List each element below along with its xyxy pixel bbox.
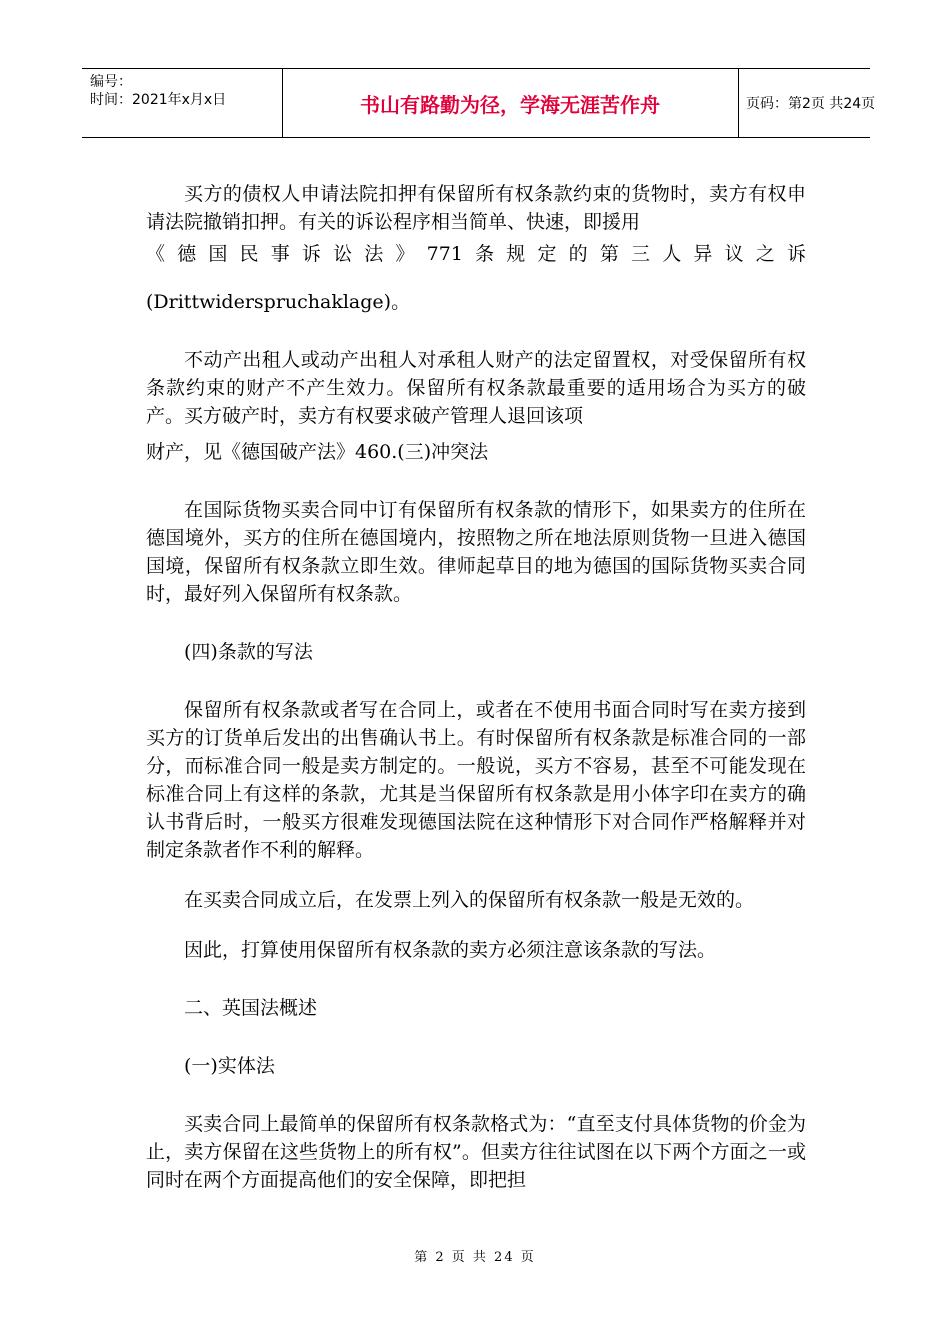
section-heading: (一)实体法 <box>184 1055 275 1077</box>
body-paragraph: 《德国民事诉讼法》771条规定的第三人异议之诉 <box>146 243 806 265</box>
document-number-label: 编号： <box>90 74 132 90</box>
body-paragraph: 买方的债权人申请法院扣押有保留所有权条款约束的货物时，卖方有权申请法院撤销扣押。有关的诉讼程序相当简单、快速，即援用 <box>146 183 806 233</box>
body-paragraph: 保留所有权条款或者写在合同上，或者在不使用书面合同时写在卖方接到买方的订货单后发出的出售确认书上。有时保留所有权条款是标准合同的一部分，而标准合同一般是卖方制定的。一般说，买方不容易，甚至不可能发现在标准合同上有这样的条款，尤其是当保留所有权条款是用小体字印在卖方的确认书背后时，一般买方很难发现德国法院在这种情形下对合同作严格解释并对制定条款者作不利的解释。 <box>146 699 806 861</box>
header-motto: 书山有路勤为径，学海无涯苦作舟 <box>282 69 739 137</box>
body-paragraph: 在国际货物买卖合同中订有保留所有权条款的情形下，如果卖方的住所在德国境外，买方的住所在德国境内，按照物之所在地法原则货物一旦进入德国国境，保留所有权条款立即生效。律师起草目的地为德国的国际货物买卖合同时，最好列入保留所有权条款。 <box>146 499 806 605</box>
body-paragraph: 财产，见《德国破产法》460.(三)冲突法 <box>146 441 489 463</box>
page-footer: 第 2 页 共 24 页 <box>414 1250 536 1265</box>
body-paragraph: 因此，打算使用保留所有权条款的卖方必须注意该条款的写法。 <box>184 939 717 961</box>
section-heading: 二、英国法概述 <box>184 997 318 1019</box>
header-meta <box>82 69 283 137</box>
document-body <box>146 180 806 1216</box>
body-paragraph: 在买卖合同成立后，在发票上列入的保留所有权条款一般是无效的。 <box>184 889 755 911</box>
header-page-info: 页码：第2页 共24页 <box>746 96 876 112</box>
body-paragraph: 买卖合同上最简单的保留所有权条款格式为：“直至支付具体货物的价金为止，卖方保留在这些货物上的所有权”。但卖方往往试图在以下两个方面之一或同时在两个方面提高他们的安全保障，即把担 <box>146 1113 806 1191</box>
document-time-label: 时间：2021年x月x日 <box>90 92 227 108</box>
section-heading: (四)条款的写法 <box>184 641 313 663</box>
body-paragraph: (Drittwiderspruchaklage)。 <box>146 291 411 313</box>
page-header <box>82 68 876 138</box>
body-paragraph: 不动产出租人或动产出租人对承租人财产的法定留置权，对受保留所有权条款约束的财产不产生效力。保留所有权条款最重要的适用场合为买方的破产。买方破产时，卖方有权要求破产管理人退回该项 <box>146 349 806 427</box>
